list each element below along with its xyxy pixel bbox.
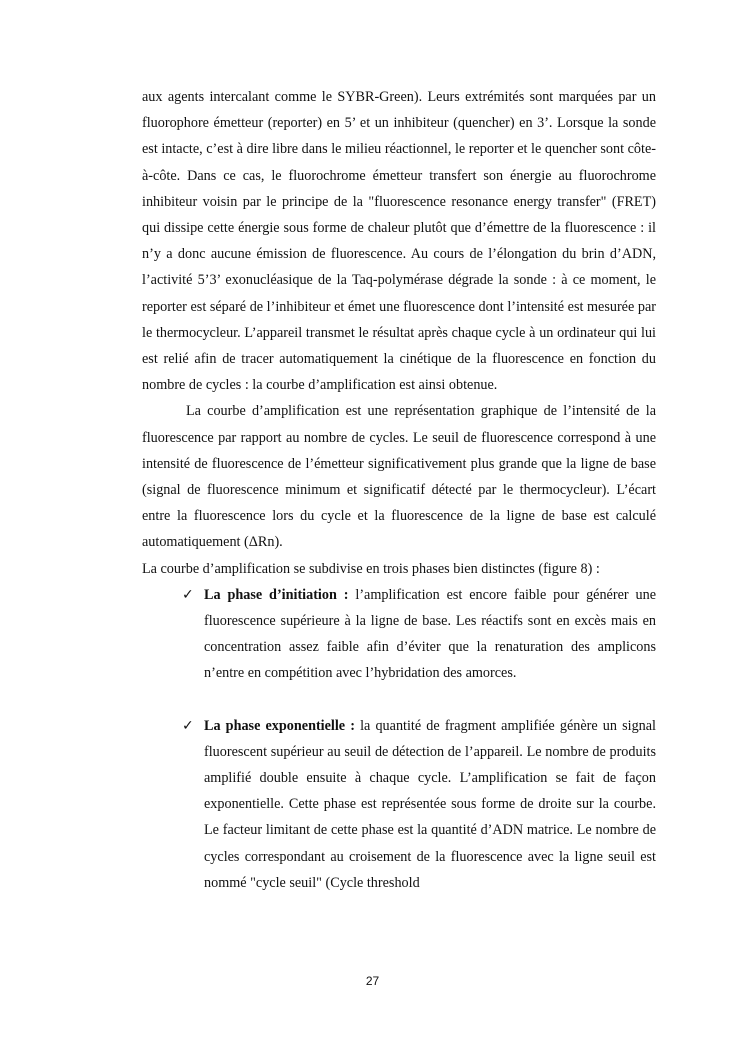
phase-title: La phase exponentielle : [204,717,355,734]
checkmark-icon: ✓ [182,586,194,603]
phase-text: la quantité de fragment amplifiée génère un signal fluorescent supérieur au seuil de détection de l’appareil. Le nombre de produits amplifié double ensuite à chaque cycle. L’amplification se fait de façon exponentielle. Cette phase est représentée sous forme de droite sur la courbe. Le facteur limitant de cette phase est la quantité d’ADN matrice. Le nombre de cycles correspondant au croisement de la fluorescence avec la ligne seuil est nommé "cycle seuil" (Cycle threshold [204,717,656,891]
paragraph-fret-probe: aux agents intercalant comme le SYBR-Green). Leurs extrémités sont marquées par un fluorophore émetteur (reporter) en 5’ et un inhibiteur (quencher) en 3’. Lorsque la sonde est intacte, c’est à dire libre dans le milieu réactionnel, le reporter et le quencher sont côte-à-côte. Dans ce cas, le fluorochrome émetteur transfert son énergie au fluorochrome inhibiteur voisin par le principe de la "fluorescence resonance energy transfer" (FRET) qui dissipe cette énergie sous forme de chaleur plutôt que d’émettre de la fluorescence : il n’y a donc aucune émission de fluorescence. Au cours de l’élongation du brin d’ADN, l’activité 5’3’ exonucléasique de la Taq-polymérase dégrade la sonde : à ce moment, le reporter est séparé de l’inhibiteur et émet une fluorescence dont l’intensité est mesurée par le thermocycleur. L’appareil transmet le résultat après chaque cycle à un ordinateur qui lui est relié afin de tracer automatiquement la cinétique de la fluorescence en fonction du nombre de cycles : la courbe d’amplification est ainsi obtenue. [142,89,656,394]
paragraph-phases-intro: La courbe d’amplification se subdivise en trois phases bien distinctes (figure 8) : [142,560,600,577]
list-item-exponential [142,713,656,896]
phases-list [142,582,656,896]
paragraph-amplification-curve: La courbe d’amplification est une représentation graphique de l’intensité de la fluorescence par rapport au nombre de cycles. Le seuil de fluorescence correspond à une intensité de fluorescence de l’émetteur significativement plus grande que la ligne de base (signal de fluorescence minimum et significatif détecté par le thermocycleur). L’écart entre la fluorescence lors du cycle et la fluorescence de la ligne de base est calculé automatiquement (ΔRn). [142,403,656,551]
phase-text: l’amplification est encore faible pour générer une fluorescence supérieure à la ligne de base. Les réactifs sont en excès mais en concentration assez faible afin d’éviter que la renaturation des amplicons n’entre en compétition avec l’hybridation des amorces. [204,586,656,682]
checkmark-icon: ✓ [182,717,194,734]
page-number: 27 [365,974,380,988]
list-item-initiation [142,582,656,687]
phase-title: La phase d’initiation : [204,586,349,603]
main-text [142,84,656,896]
